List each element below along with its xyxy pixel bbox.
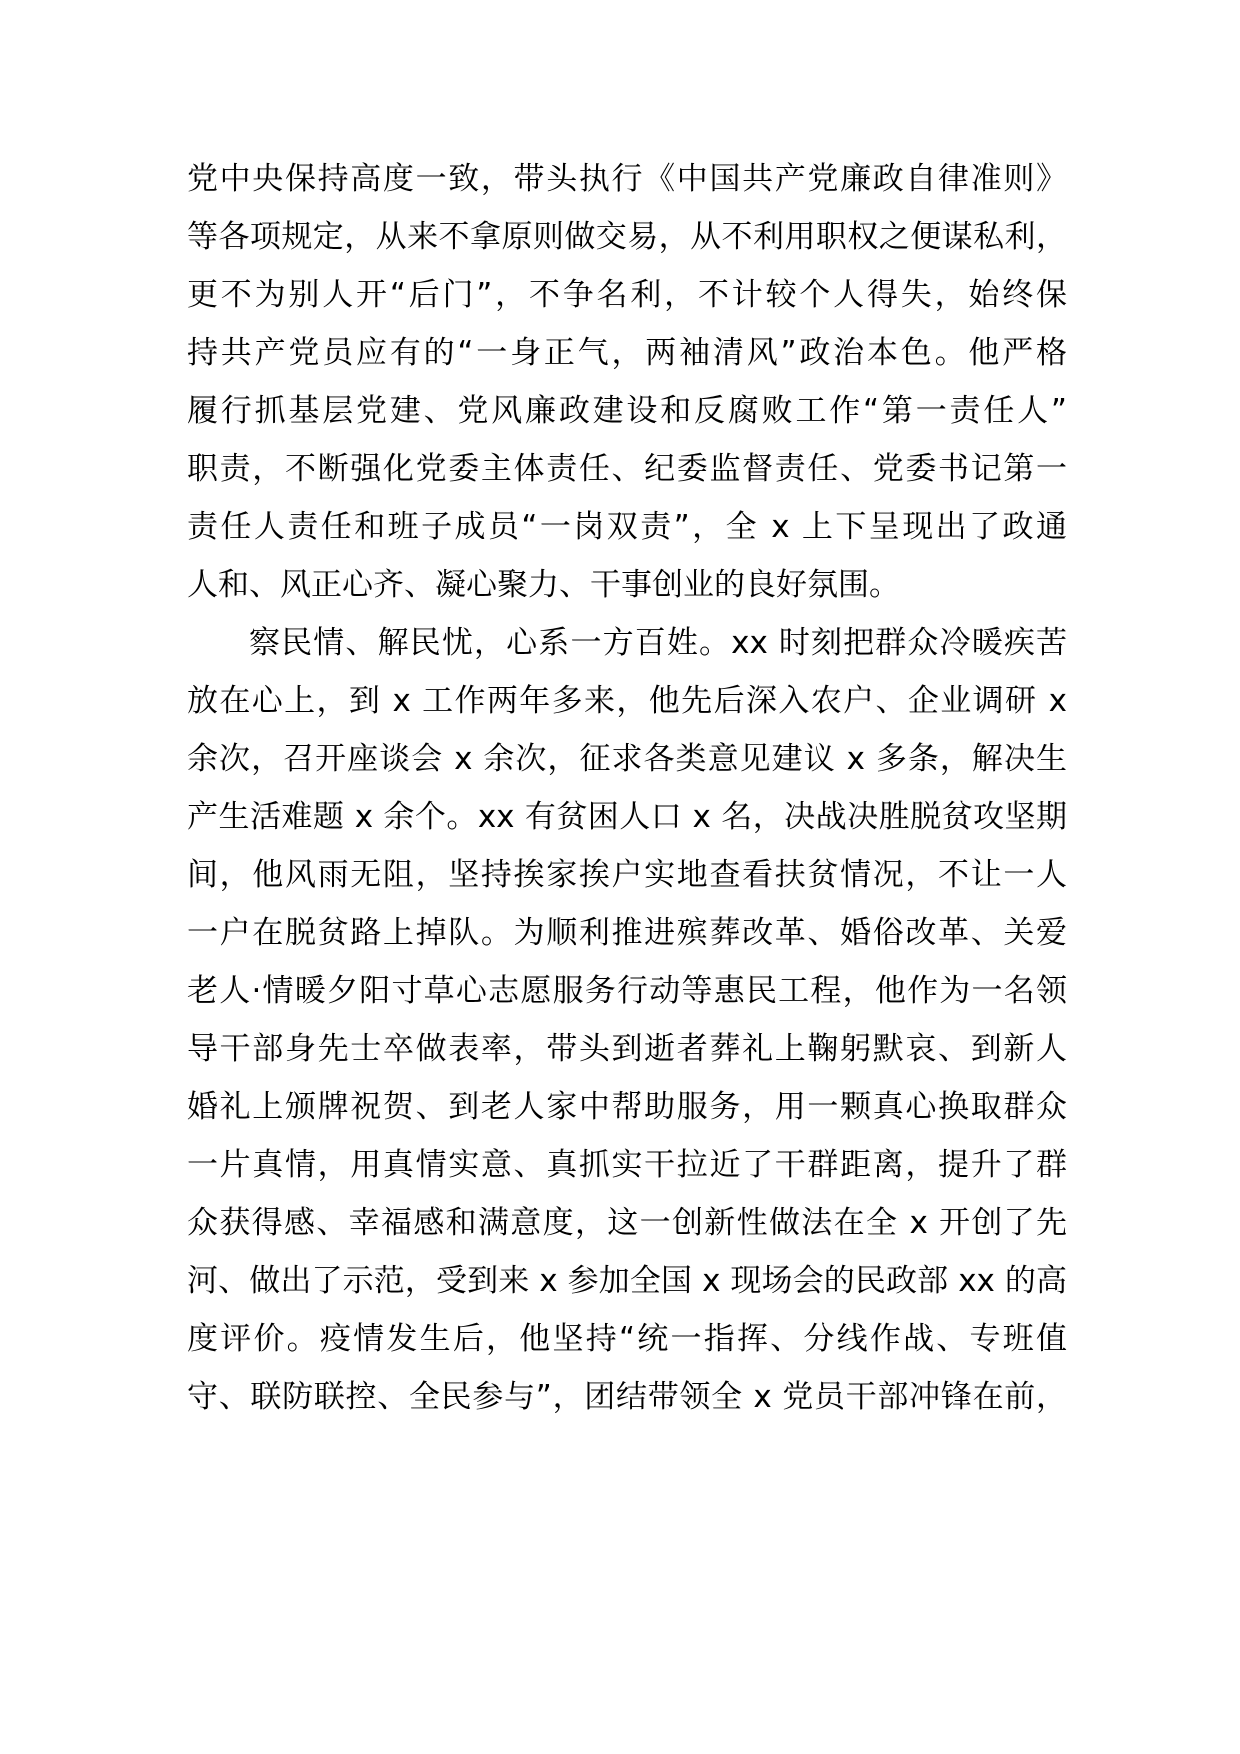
text-line: 察民情、解民忧，心系一方百姓。xx 时刻把群众冷暖疾苦 — [249, 625, 1067, 661]
text-line: 导干部身先士卒做表率，带头到逝者葬礼上鞠躬默哀、到新人 — [187, 1031, 1067, 1067]
text-line: 众获得感、幸福感和满意度，这一创新性做法在全 x 开创了先 — [187, 1205, 1067, 1241]
text-line: 职责，不断强化党委主体责任、纪委监督责任、党委书记第一 — [187, 451, 1067, 487]
text-line: 河、做出了示范，受到来 x 参加全国 x 现场会的民政部 xx 的高 — [187, 1263, 1067, 1299]
text-line: 婚礼上颁牌祝贺、到老人家中帮助服务，用一颗真心换取群众 — [187, 1089, 1067, 1125]
text-line: 人和、风正心齐、凝心聚力、干事创业的良好氛围。 — [187, 567, 900, 603]
text-line: 等各项规定，从来不拿原则做交易，从不利用职权之便谋私利， — [187, 219, 1067, 255]
text-line: 持共产党员应有的“一身正气，两袖清风”政治本色。他严格 — [187, 335, 1067, 371]
text-line: 老人·情暖夕阳寸草心志愿服务行动等惠民工程，他作为一名领 — [187, 973, 1067, 1009]
text-line: 放在心上，到 x 工作两年多来，他先后深入农户、企业调研 x — [187, 683, 1067, 719]
text-line: 间，他风雨无阻，坚持挨家挨户实地查看扶贫情况，不让一人 — [187, 857, 1067, 893]
text-line: 度评价。疫情发生后，他坚持“统一指挥、分线作战、专班值 — [187, 1321, 1067, 1357]
text-line: 履行抓基层党建、党风廉政建设和反腐败工作“第一责任人” — [187, 393, 1067, 429]
text-line: 更不为别人开“后门”，不争名利，不计较个人得失，始终保 — [187, 277, 1067, 313]
text-line: 余次，召开座谈会 x 余次，征求各类意见建议 x 多条，解决生 — [187, 741, 1067, 777]
text-line: 一片真情，用真情实意、真抓实干拉近了干群距离，提升了群 — [187, 1147, 1067, 1183]
text-line: 党中央保持高度一致，带头执行《中国共产党廉政自律准则》 — [187, 161, 1067, 197]
text-line: 一户在脱贫路上掉队。为顺利推进殡葬改革、婚俗改革、关爱 — [187, 915, 1067, 951]
text-line: 责任人责任和班子成员“一岗双责”，全 x 上下呈现出了政通 — [187, 509, 1067, 545]
text-line: 守、联防联控、全民参与”，团结带领全 x 党员干部冲锋在前， — [187, 1379, 1067, 1415]
text-line: 产生活难题 x 余个。xx 有贫困人口 x 名，决战决胜脱贫攻坚期 — [187, 799, 1067, 835]
